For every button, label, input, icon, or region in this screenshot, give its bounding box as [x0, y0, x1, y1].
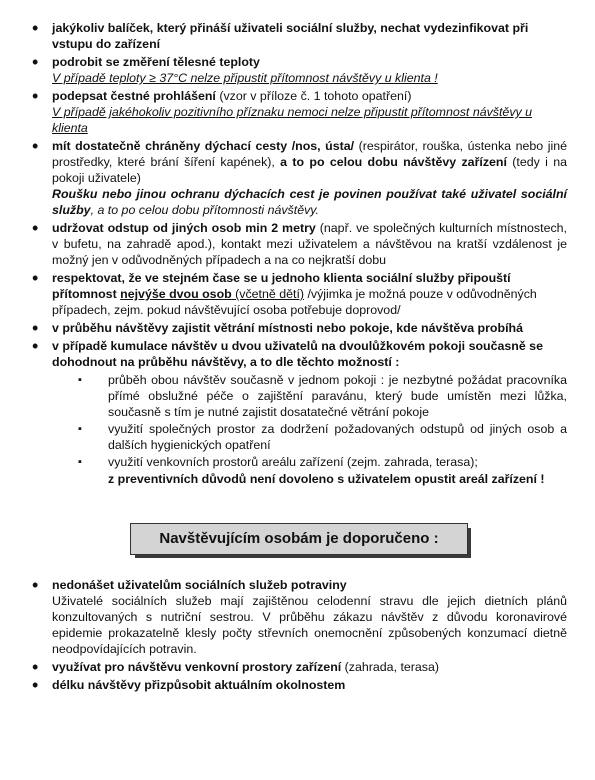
rule-text: mít dostatečně chráněny dýchací cesty /nos, ústa/	[52, 139, 355, 153]
option-warning	[52, 471, 567, 487]
recommendation-text: nedonášet uživatelům sociálních služeb potraviny	[52, 578, 347, 592]
rule-text: respektovat, že ve stejném čase se u jednoho klienta sociální služby připouští přítomnost	[52, 271, 511, 301]
warning-text: z preventivních důvodů není dovoleno s uživatelem opustit areál zařízení !	[108, 472, 545, 486]
rule-detail: (vzor v příloze č. 1 tohoto opatření)	[215, 89, 412, 103]
recommendation-heading-box	[130, 523, 472, 559]
rule-text: jakýkoliv balíček, který přináší uživateli sociální služby, nechat vydezinfikovat při vstupu do zařízení	[52, 21, 529, 51]
rule-max-persons	[32, 270, 567, 318]
rule-text: podepsat čestné prohlášení	[52, 89, 216, 103]
rule-text: v průběhu návštěvy zajistit větrání místnosti nebo pokoje, kde návštěva probíhá	[52, 321, 523, 335]
rule-note: Roušku nebo jinou ochranu dýchacích cest je povinen používat také uživatel sociální služby	[52, 187, 567, 217]
rule-text: udržovat odstup od jiných osob min 2 metry	[52, 221, 316, 235]
double-room-options	[52, 372, 567, 487]
recommendation-text: délku návštěvy přizpůsobit aktuálním okolnostem	[52, 678, 346, 692]
rule-emphasis: nejvýše dvou osob	[120, 287, 232, 301]
rule-note: V případě teploty ≥ 37°C nelze připustit přítomnost návštěvy u klienta !	[52, 71, 438, 85]
rule-detail-2: (tedy i na pokoji uživatele)	[52, 155, 567, 185]
rule-respiratory	[32, 138, 567, 218]
recommendation-heading: Navštěvujícím osobám je doporučeno :	[130, 523, 468, 555]
rule-note-2: , a to po celou dobu přítomnosti návštěvy.	[90, 203, 320, 217]
option-text: využití společných prostor za dodržení požadovaných odstupů od jiných osob a dalších hygienických opatření	[108, 422, 567, 452]
recommendation-text: využívat pro návštěvu venkovní prostory zařízení	[52, 660, 342, 674]
rule-detail: (respirátor, rouška, ústenka nebo jiné prostředky, které brání šíření kapének),	[52, 139, 567, 169]
rule-ventilation	[32, 320, 567, 336]
rule-detail-underlined: (včetně dětí)	[231, 287, 305, 301]
recommendation-duration	[32, 677, 567, 693]
rule-double-room	[32, 338, 567, 487]
rule-text: podrobit se změření tělesné teploty	[52, 55, 260, 69]
rule-detail: /výjimka je možná pouze v odůvodněných případech, zejm. pokud návštěvující osoba potřebuje doprovod/	[52, 287, 537, 317]
option-item	[52, 454, 567, 470]
option-text: využití venkovních prostorů areálu zařízení (zejm. zahrada, terasa);	[108, 455, 478, 469]
recommendation-outdoor	[32, 659, 567, 675]
rule-detail: (např. ve společných kulturních místnostech, v bufetu, na zahradě apod.), kontakt mezi uživatelem a návštěvou na kratší vzdálenost je možný jen v odůvodněných případech a na co nejkratší dobu	[52, 221, 567, 267]
recommendation-detail: Uživatelé sociálních služeb mají zajištěnou celodenní stravu dle jejich dietních plánů konzultovaných s nutriční sestrou. V průběhu zákazu návštěv z důvodu koronavirové epidemie prokazatelně klesly počty střevních onemocnění způsobených konzumací dietně neodpovídajících potravin.	[52, 594, 567, 656]
recommendation-list	[32, 577, 567, 693]
rule-note: V případě jakéhokoliv pozitivního příznaku nemoci nelze připustit přítomnost návštěvy u klienta	[52, 105, 533, 135]
visitor-rules-list	[32, 20, 567, 487]
rule-text: v případě kumulace návštěv u dvou uživatelů na dvoulůžkovém pokoji současně se dohodnout na průběhu návštěvy, a to dle těchto možností :	[52, 339, 543, 369]
recommendation-detail: (zahrada, terasa)	[341, 660, 440, 674]
recommendation-no-food	[32, 577, 567, 657]
option-text: průběh obou návštěv současně v jednom pokoji : je nezbytné požádat pracovníka přímé obslužné péče o zajištění paravánu, který bude umístěn mezi lůžka, současně s tím je nutné zajistit dosatatečné větrání pokoje	[108, 373, 567, 419]
rule-temperature	[32, 54, 567, 86]
rule-disinfect-package	[32, 20, 567, 52]
option-item	[52, 421, 567, 453]
rule-declaration	[32, 88, 567, 136]
option-item	[52, 372, 567, 420]
rule-text-2: a to po celou dobu návštěvy zařízení	[280, 155, 507, 169]
rule-distance	[32, 220, 567, 268]
